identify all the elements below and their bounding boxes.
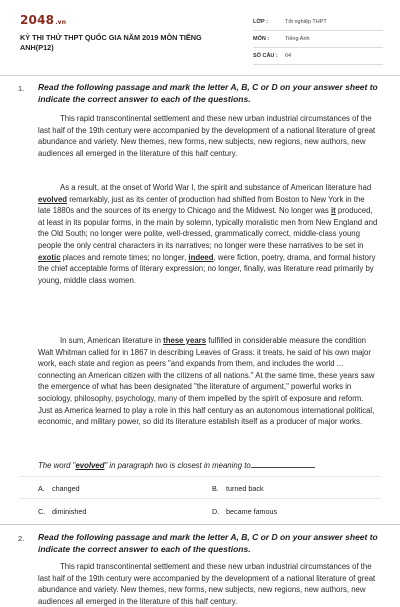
option-letter: D. [212,507,220,516]
option-text: changed [52,484,80,493]
question-prompt [38,461,378,470]
meta-row-class [253,14,383,31]
exam-header [0,0,400,74]
option-letter: C. [38,507,46,516]
answer-option-c[interactable] [38,507,86,516]
passage-paragraph [38,182,378,286]
highlight-word: these years [163,336,207,345]
passage-paragraph [38,561,378,607]
exam-meta [253,14,383,65]
exam-title: KỲ THI THỬ THPT QUỐC GIA NĂM 2019 MÔN TIẾNG ANH(P12) [20,33,202,52]
answer-option-a[interactable] [38,484,80,493]
paragraph-text: remarkably, just as its center of production had shifted from Boston to New York in the late 1880s and the sources of its energy to Chicago and the Midwest. No longer was [38,194,365,216]
question-instruction: Read the following passage and mark the letter A, B, C or D on your answer sheet to indicate the correct answer to each of the questions. [38,82,378,104]
answer-blank [251,461,315,468]
question-number: 1. [18,84,25,93]
question-divider [0,524,400,525]
paragraph-text: fulfilled in considerable measure the condition Walt Whitman called for in 1867 in describing Leaves of Grass: it treats, he said of his own major work, each state and region as peers "and expands from them, and includes the world ... connecting an American citizen with the citizens of all nations." At the same time, these years saw the emergence of what has been designated "the literature of argument," powerful works in sociology, philosophy, psychology, many of them impelled by the spirit of exposure and reform. Just as America learned to play a role in this half century as an autonomous international political, economic, and military power, so did its literature establish itself as a producer of major works. [38,336,375,427]
meta-label: SỐ CÂU : [253,53,278,59]
paragraph-text: As a result, at the onset of World War I, the spirit and substance of American literature had [60,183,372,192]
prompt-text: The word " [38,461,76,470]
highlight-word: exotic [38,252,61,262]
paragraph-text: , were fiction, poetry, drama, and formal history the chief acceptable forms of literary expression; no longer, finally, was literature read primarily by young, middle class women. [38,252,376,285]
meta-label: LỚP : [253,19,268,25]
option-text: turned back [226,484,264,493]
option-text: became famous [226,507,278,516]
meta-value: Tốt nghiệp THPT [285,19,327,25]
meta-row-subject [253,31,383,48]
option-divider [20,476,380,477]
paragraph-text: This rapid transcontinental settlement and these new urban industrial circumstances of the last half of the 19th century were accompanied by the development of a national literature of great abundance and variety. New themes, new forms, new subjects, new regions, new authors, new audiences all emerged in the literature of this half century. [38,114,376,158]
prompt-text: " in paragraph two is closest in meaning to [104,461,251,470]
question-instruction: Read the following passage and mark the letter A, B, C or D on your answer sheet to indicate the correct answer to each of the questions. [38,532,378,554]
meta-value: 64 [285,53,292,59]
paragraph-text: places and remote times; no longer, [60,252,189,262]
highlight-word: evolved [38,194,68,204]
meta-row-count [253,48,383,65]
logo-text: 2048 [20,13,55,27]
paragraph-text: produced, at least in its popular forms, in the main by solemn, typically moralistic men from New England and the Old South; no longer were polite, well-dressed, grammatically correct, middle-class young people the only central characters in its narratives; no longer were these narratives to be set in [38,206,378,250]
prompt-word: evolved [75,461,105,470]
answer-option-b[interactable] [212,484,264,493]
option-letter: B. [212,484,219,493]
answer-option-d[interactable] [212,507,277,516]
option-divider [20,498,380,499]
passage-paragraph [38,335,378,428]
paragraph-text: In sum, American literature in [60,336,164,345]
option-letter: A. [38,484,45,493]
question-number: 2. [18,534,25,543]
logo-suffix: .vn [55,19,67,26]
paragraph-text: This rapid transcontinental settlement and these new urban industrial circumstances of the last half of the 19th century were accompanied by the development of a national literature of great abundance and variety. New themes, new forms, new subjects, new regions, new authors, new audiences all emerged in the literature of this half century. [38,562,376,606]
highlight-word: indeed [188,252,214,262]
site-logo[interactable] [20,13,66,27]
passage-paragraph [38,113,378,159]
highlight-word: it [331,206,336,216]
header-divider [0,75,400,76]
option-text: diminished [52,507,87,516]
meta-value: Tiếng Anh [285,36,310,42]
meta-label: MÔN : [253,36,270,42]
